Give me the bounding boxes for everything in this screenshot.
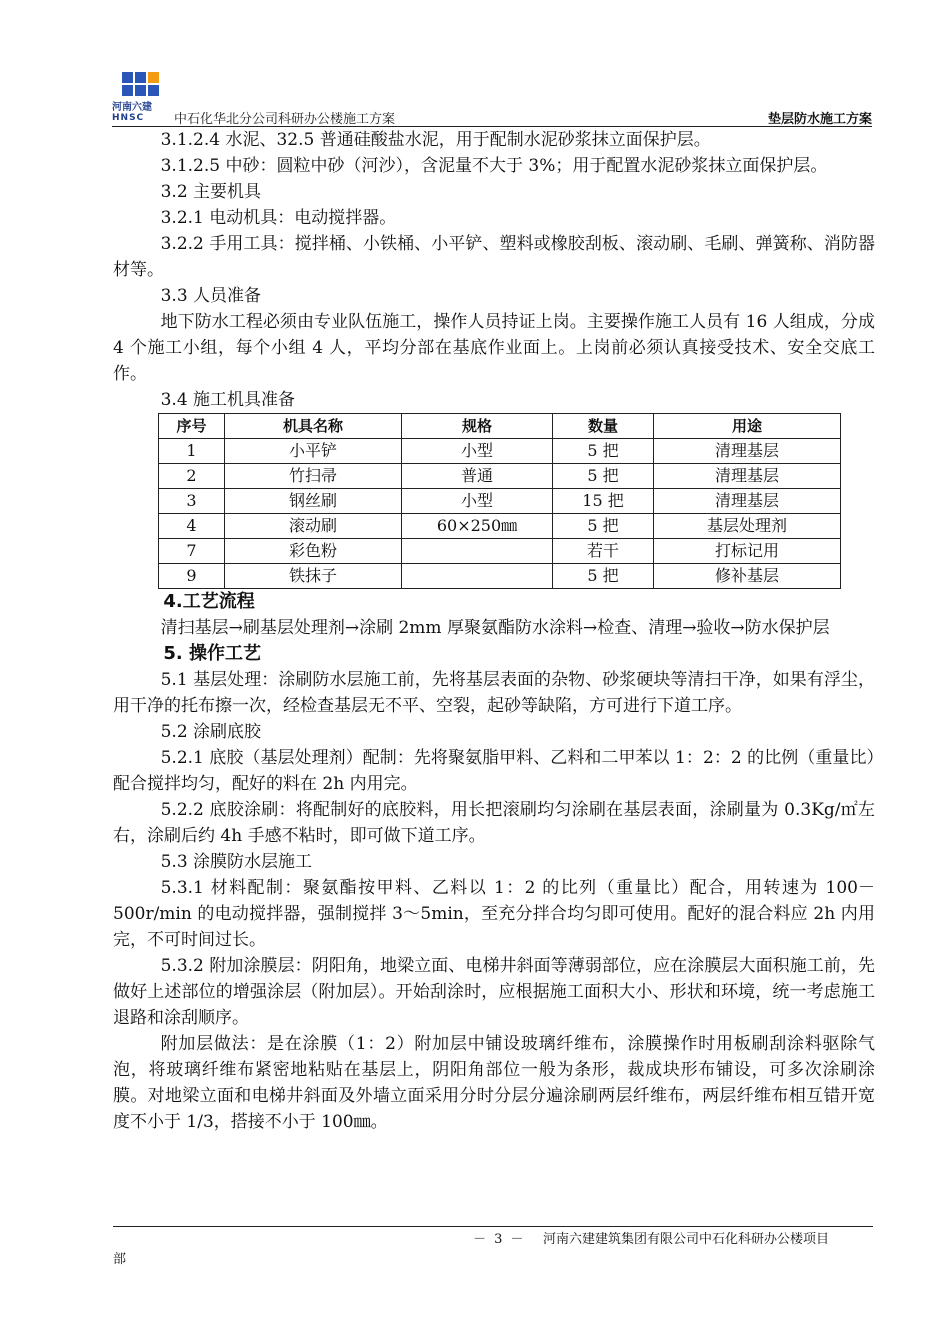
cell: 普通 (402, 464, 553, 489)
paragraph: 地下防水工程必须由专业队伍施工，操作人员持证上岗。主要操作施工人员有 16 人组成，分成 4 个施工小组，每个小组 4 人，平均分部在基底作业面上。上岗前必须认真接受技术、安全交底工作。 (113, 312, 875, 384)
footer-company: 河南六建建筑集团有限公司中石化科研办公楼项目 (543, 1232, 830, 1247)
paragraph: 5.1 基层处理：涂刷防水层施工前，先将基层表面的杂物、砂浆硬块等清扫干净，如果有浮尘，用干净的托布擦一次，经检查基层无不平、空裂，起砂等缺陷，方可进行下道工序。 (113, 670, 875, 716)
cell (402, 564, 553, 589)
paragraph: 5.3.2 附加涂膜层：阴阳角，地梁立面、电梯井斜面等薄弱部位，应在涂膜层大面积施工前，先做好上述部位的增强涂层（附加层）。开始刮涂时，应根据施工面积大小、形状和环境，统一考虑施工退路和涂刮顺序。 (113, 956, 875, 1028)
col-header: 规格 (402, 414, 553, 439)
cell: 钢丝刷 (225, 489, 402, 514)
section-heading: 4.工艺流程 (163, 591, 255, 612)
logo-square (122, 85, 133, 96)
paragraph: 清扫基层→刷基层处理剂→涂刷 2mm 厚聚氨酯防水涂料→检查、清理→验收→防水保护层 (160, 618, 830, 638)
cell: 3 (159, 489, 225, 514)
subheading: 3.4 施工机具准备 (160, 390, 296, 410)
subheading: 3.3 人员准备 (160, 286, 262, 306)
cell: 2 (159, 464, 225, 489)
paragraph: 5.2.1 底胶（基层处理剂）配制：先将聚氨脂甲料、乙料和二甲苯以 1：2：2 的比例（重量比）配合搅拌均匀，配好的料在 2h 内用完。 (113, 748, 875, 794)
col-header: 序号 (159, 414, 225, 439)
footer-company-tail: 部 (113, 1252, 127, 1267)
cell: 铁抹子 (225, 564, 402, 589)
header-doc-title: 垫层防水施工方案 (767, 112, 872, 127)
cell: 15 把 (553, 489, 654, 514)
section-heading: 5. 操作工艺 (163, 643, 262, 664)
table-row (159, 439, 841, 464)
logo-square (122, 72, 133, 83)
cell: 清理基层 (654, 439, 841, 464)
footer-rule (113, 1226, 873, 1227)
logo-square (148, 72, 159, 83)
table-row (159, 464, 841, 489)
cell: 5 把 (553, 439, 654, 464)
paragraph: 3.2.2 手用工具：搅拌桶、小铁桶、小平铲、塑料或橡胶刮板、滚动刷、毛刷、弹簧称、消防器材等。 (113, 234, 875, 280)
cell: 5 把 (553, 564, 654, 589)
subheading: 5.2 涂刷底胶 (160, 722, 262, 742)
paragraph: 5.2.2 底胶涂刷：将配制好的底胶料，用长把滚刷均匀涂刷在基层表面，涂刷量为 0.3Kg/㎡左右，涂刷后约 4h 手感不粘时，即可做下道工序。 (113, 800, 875, 846)
cell: 小型 (402, 489, 553, 514)
subheading: 3.2 主要机具 (160, 182, 262, 202)
page-header (112, 64, 872, 126)
col-header: 用途 (654, 414, 841, 439)
table-row (159, 514, 841, 539)
subheading: 5.3 涂膜防水层施工 (160, 852, 313, 872)
table-row (159, 539, 841, 564)
cell: 4 (159, 514, 225, 539)
cell: 9 (159, 564, 225, 589)
paragraph: 5.3.1 材料配制：聚氨酯按甲料、乙料以 1：2 的比列（重量比）配合，用转速为 100－500r/min 的电动搅拌器，强制搅拌 3～5min，至充分拌合均匀即可使用。配好的混合料应 2h 内用完，不可时间过长。 (113, 878, 875, 950)
logo-en-text: HNSC (112, 113, 145, 123)
logo-cn-text: 河南六建 (112, 102, 152, 113)
cell: 60×250㎜ (402, 514, 553, 539)
col-header: 数量 (553, 414, 654, 439)
table-row (159, 489, 841, 514)
cell: 清理基层 (654, 464, 841, 489)
header-project-title: 中石化华北分公司科研办公楼施工方案 (174, 112, 396, 127)
cell: 5 把 (553, 514, 654, 539)
logo-square (135, 85, 146, 96)
cell (402, 539, 553, 564)
cell: 竹扫帚 (225, 464, 402, 489)
cell: 5 把 (553, 464, 654, 489)
paragraph: 3.1.2.5 中砂：圆粒中砂（河沙），含泥量不大于 3%；用于配置水泥砂浆抹立面保护层。 (160, 156, 828, 176)
paragraph: 3.2.1 电动机具：电动搅拌器。 (160, 208, 397, 228)
cell: 小平铲 (225, 439, 402, 464)
cell: 清理基层 (654, 489, 841, 514)
cell: 7 (159, 539, 225, 564)
col-header: 机具名称 (225, 414, 402, 439)
cell: 基层处理剂 (654, 514, 841, 539)
paragraph: 附加层做法：是在涂膜（1：2）附加层中铺设玻璃纤维布，涂膜操作时用板刷刮涂料驱除气泡，将玻璃纤维布紧密地粘贴在基层上，阴阳角部位一般为条形，裁成块形布铺设，可多次涂刷涂膜。对地梁立面和电梯井斜面及外墙立面采用分时分层分遍涂刷两层纤维布，两层纤维布相互错开宽度不小于 1/3，搭接不小于 100㎜。 (113, 1034, 875, 1132)
document-body (113, 127, 875, 1135)
paragraph: 3.1.2.4 水泥、32.5 普通硅酸盐水泥，用于配制水泥砂浆抹立面保护层。 (160, 130, 711, 150)
table-row (159, 564, 841, 589)
cell: 彩色粉 (225, 539, 402, 564)
cell: 打标记用 (654, 539, 841, 564)
cell: 小型 (402, 439, 553, 464)
cell: 滚动刷 (225, 514, 402, 539)
cell: 1 (159, 439, 225, 464)
cell: 若干 (553, 539, 654, 564)
cell: 修补基层 (654, 564, 841, 589)
tools-table (158, 413, 841, 589)
table-header-row (159, 414, 841, 439)
logo-square (148, 85, 159, 96)
page-number: － 3 － (473, 1232, 526, 1247)
logo-square (135, 72, 146, 83)
